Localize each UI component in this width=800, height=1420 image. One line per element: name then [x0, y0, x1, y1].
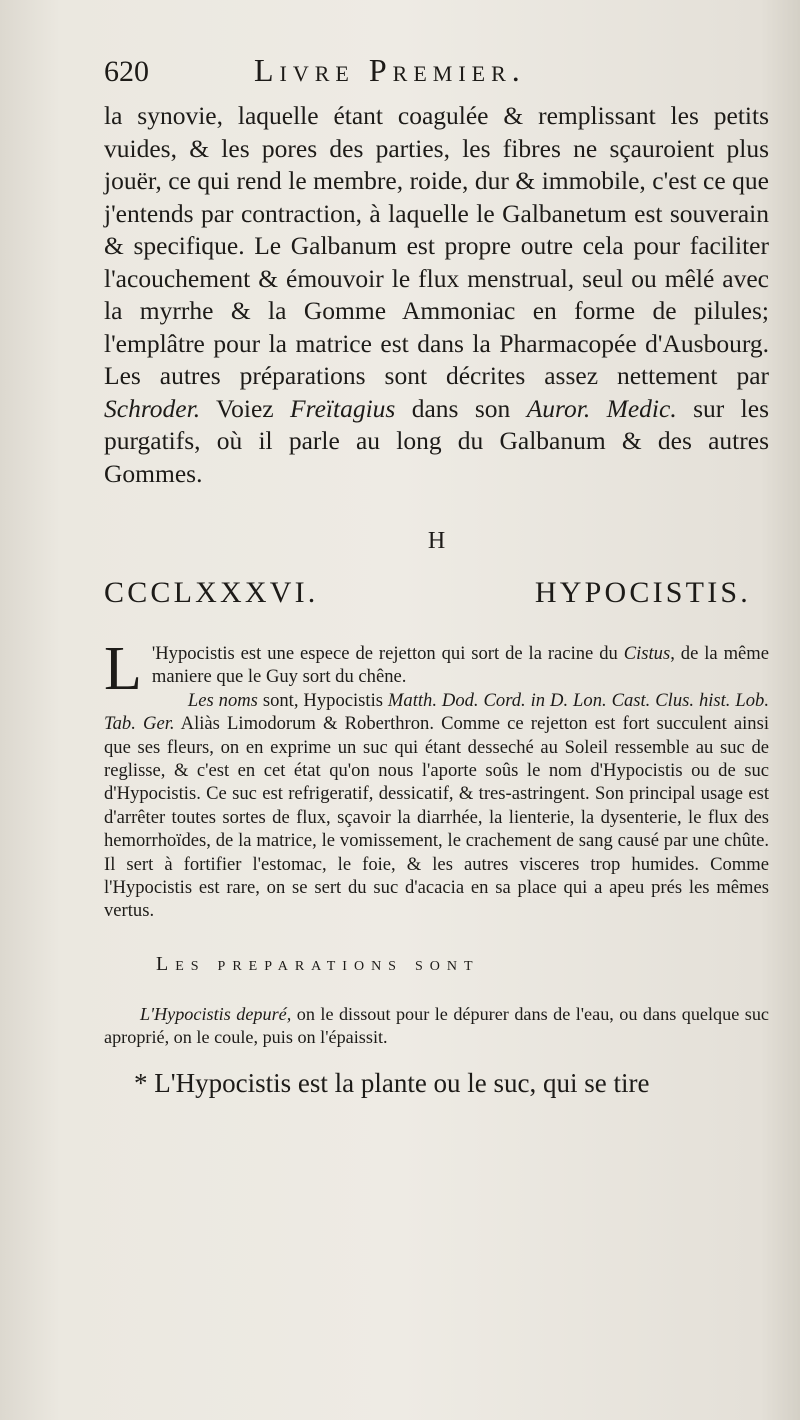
preparation-title: L'Hypocistis depuré, — [140, 1003, 292, 1024]
text-run: Voiez — [200, 393, 291, 423]
preparation-text: on le dissout pour le dépurer dans de l'eau, ou dans quelque suc aproprié, on le coule, puis on l'épaissit. — [104, 1003, 769, 1047]
drop-cap: L — [104, 635, 142, 703]
text-run: dans son — [395, 393, 527, 423]
entry-title: HYPOCISTIS. — [534, 576, 751, 609]
entry-heading — [104, 576, 769, 616]
authority-list: Matth. Dod. Cord. in D. Lon. Cast. Clus. hist. Lob. Tab. Ger. — [104, 689, 769, 735]
names-label: Les noms — [187, 689, 258, 711]
text-run: 'Hypocistis est une espece de rejetton qui sort de la racine du — [151, 643, 624, 664]
author-ref: Freïtagius — [290, 393, 396, 423]
text-run: , de la même maniere que le Guy sort du chêne. — [151, 643, 769, 688]
continued-paragraph — [104, 100, 769, 490]
author-ref: Schroder. — [104, 393, 201, 423]
section-letter: H — [427, 528, 446, 554]
text-run: sur les purgatifs, où il parle au long du Galbanum & des autres Gommes. — [104, 393, 769, 488]
running-head: Livre Premier. — [254, 52, 526, 88]
page-header — [104, 52, 769, 100]
plant-name: Cistus — [623, 643, 671, 664]
text-run: la synovie, laquelle étant coagulée & remplissant les petits vuides, & les pores des parties, les fibres ne sçauroient plus jouër, ce qui rend le membre, roide, dur & immobile, c'est ce que j'entends par contraction, à laquelle le Galbanetum est souverain & specifique. Le Galbanum est propre outre cela pour faciliter l'acouchement & émouvoir le flux menstrual, seul ou mêlé avec la myrrhe & la Gomme Ammoniac en forme de pilules; l'emplâtre pour la matrice est dans la Pharmacopée d'Ausbourg. Les autres préparations sont décrites assez nettement par — [104, 101, 769, 390]
footnote-line: * L'Hypocistis est la plante ou le suc, qui se tire — [134, 1067, 650, 1098]
entry-body — [104, 635, 769, 923]
page-content — [104, 52, 769, 1099]
entry-number: CCCLXXXVI. — [104, 576, 319, 609]
work-ref: Auror. Medic. — [526, 393, 677, 423]
page-number: 620 — [104, 55, 149, 88]
preparations-heading: Les preparations sont — [156, 952, 480, 975]
text-run: sont, Hypocistis — [257, 689, 388, 711]
text-run: Aliàs Limodorum & Roberthron. Comme ce rejetton est fort succulent ainsi que ses fleurs, on en exprime un suc qui étant desseché au Soleil ressemble au suc de reglisse, & c'est en cet état qu'on nous l'aporte soûs le nom d'Hypocistis ou de suc d'Hypocistis. Ce suc est refrigeratif, dessicatif, & tres-astringent. Son principal usage est d'arrêter toutes sortes de flux, sçavoir la diarrhée, la lienterie, la dysenterie, le flux des hemorrhoïdes, de la matrice, le vomissement, le crachement de sang causé par une chûte. Il sert à fortifier l'estomac, le foie, & les autres visceres trop humides. Comme l'Hypocistis est rare, on se sert du suc d'acacia en sa place qui a apeu prés les mêmes vertus. — [104, 713, 769, 922]
preparation-item — [104, 1003, 769, 1049]
